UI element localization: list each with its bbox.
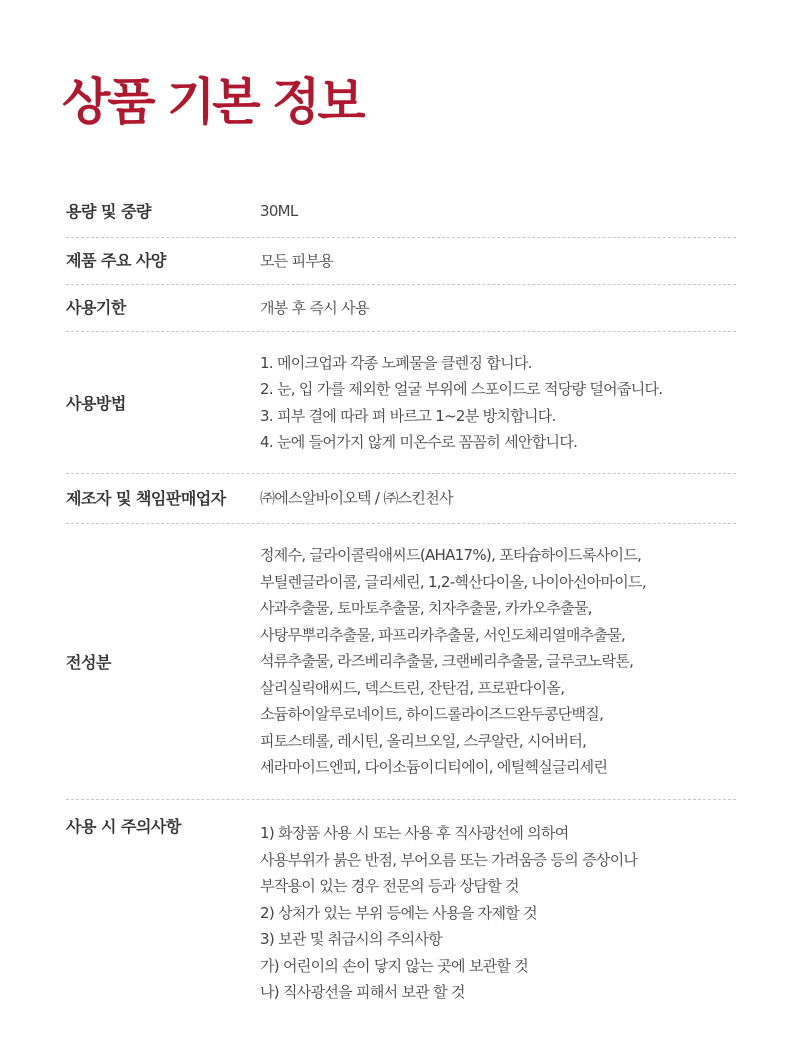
spec-value [260,198,736,225]
spec-value [260,814,736,1006]
spec-value-line: 4. 눈에 들어가지 않게 미온수로 꼼꼼히 세안합니다. [260,433,578,451]
spec-value [260,248,736,275]
spec-value [260,350,736,456]
spec-label: 사용기한 [66,298,126,317]
spec-value-line: 소듐하이알루로네이트, 하이드롤라이즈드완두콩단백질, [260,705,604,724]
spec-value-line: 사과추출물, 토마토추출물, 치자추출물, 카카오추출물, [260,599,592,618]
spec-value-line: 2. 눈, 입 가를 제외한 얼굴 부위에 스포이드로 적당량 덜어줍니다. [260,380,663,398]
spec-value-line: 30ML [260,202,298,221]
spec-value-line: 부틸렌글라이콜, 글리세린, 1,2-헥산다이올, 나이아신아마이드, [260,572,646,591]
spec-value-line: 부작용이 있는 경우 전문의 등과 상담할 것 [260,877,519,895]
spec-value-line: 1. 메이크업과 각종 노폐물을 클렌징 합니다. [260,353,532,372]
spec-row-ingredients [66,524,736,800]
spec-value-line: 개봉 후 즉시 사용 [260,298,369,317]
spec-row-main-spec [66,238,736,285]
spec-value [260,542,736,781]
spec-value-line: 모든 피부용 [260,251,334,270]
spec-label: 사용방법 [66,394,126,413]
spec-label: 제품 주요 사양 [66,251,166,270]
spec-row-manufacturer [66,474,736,524]
spec-row-usage [66,332,736,474]
spec-value-line: 나) 직사광선을 피해서 보관 할 것 [260,983,465,1001]
spec-value-line: 석류추출물, 라즈베리추출물, 크랜베리추출물, 글루코노락톤, [260,652,634,671]
spec-value-line: 1) 화장품 사용 시 또는 사용 후 직사광선에 의하여 [260,824,569,842]
spec-value [260,485,736,512]
spec-value-line: 2) 상처가 있는 부위 등에는 사용을 자제할 것 [260,903,537,922]
spec-value-line: 정제수, 글라이콜릭애씨드(AHA17%), 포타슘하이드록사이드, [260,546,642,565]
spec-label: 전성분 [66,653,111,672]
spec-value-line: 사탕무뿌리추출물, 파프리카추출물, 서인도체리열매추출물, [260,625,626,644]
spec-value-line: 3. 피부 결에 따라 펴 바르고 1~2분 방치합니다. [260,406,556,425]
spec-value-line: 사용부위가 붉은 반점, 부어오름 또는 가려움증 등의 증상이나 [260,850,638,869]
spec-value-line: 세라마이드엔피, 다이소듐이디티에이, 에틸헥실글리세린 [260,758,608,777]
spec-value [260,295,736,322]
spec-label: 사용 시 주의사항 [66,817,181,836]
spec-value-line: 살리실릭애씨드, 덱스트린, 잔탄검, 프로판다이올, [260,678,565,697]
spec-row-precautions [66,800,736,1006]
spec-value-line: 3) 보관 및 취급시의 주의사항 [260,930,442,948]
spec-row-expiry [66,285,736,332]
spec-table [66,188,736,1006]
spec-row-volume [66,188,736,238]
spec-value-line: 가) 어린이의 손이 닿지 않는 곳에 보관할 것 [260,956,529,975]
spec-value-line: 피토스테롤, 레시틴, 올리브오일, 스쿠알란, 시어버터, [260,731,587,750]
spec-value-line: ㈜에스알바이오텍 / ㈜스킨천사 [260,489,453,508]
spec-label: 제조자 및 책임판매업자 [66,488,226,508]
spec-label: 용량 및 중량 [66,201,151,221]
page-title: 상품 기본 정보 [62,73,363,131]
